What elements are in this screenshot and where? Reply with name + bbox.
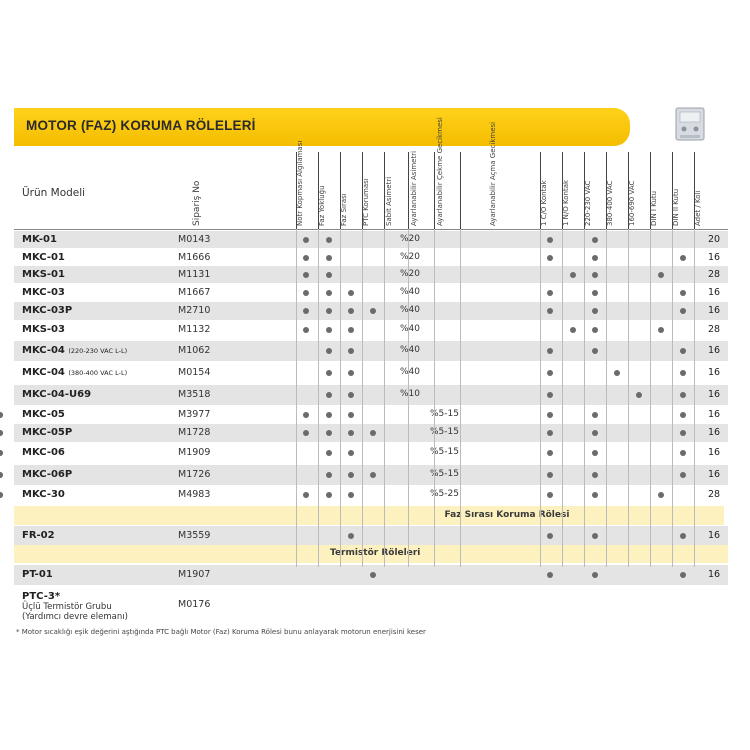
feature-dot	[348, 430, 354, 436]
table-row	[14, 321, 728, 339]
header-column-8	[540, 152, 562, 228]
row-order-code: M1062	[178, 345, 211, 356]
feature-dot	[303, 255, 309, 261]
feature-dot	[592, 450, 598, 456]
row-model	[22, 447, 65, 458]
header-order-no	[190, 152, 212, 228]
feature-dot	[326, 450, 332, 456]
feature-dot	[326, 327, 332, 333]
row-model	[22, 389, 91, 400]
relay-product-icon	[670, 104, 710, 144]
row-order-code: M1907	[178, 569, 211, 580]
header-divider	[14, 229, 728, 230]
feature-dot	[592, 327, 598, 333]
row-order-code: M0154	[178, 366, 211, 378]
header-column-5	[408, 152, 434, 228]
row-order-code: M3559	[178, 529, 211, 541]
table-row	[14, 486, 728, 504]
feature-dot	[370, 572, 376, 578]
column-divider	[460, 229, 461, 567]
row-model-name: MKC-04-U69	[22, 389, 92, 400]
header-column-4	[384, 152, 408, 228]
feature-dot	[326, 290, 332, 296]
feature-dot	[570, 272, 576, 278]
row-model	[22, 324, 65, 335]
feature-dot	[680, 370, 686, 376]
feature-dot	[614, 370, 620, 376]
column-divider	[340, 229, 341, 567]
row-model	[22, 345, 127, 356]
feature-dot	[303, 412, 309, 418]
row-model-name: MKC-04	[22, 366, 65, 378]
header-column-label: DIN I Kutu	[650, 190, 658, 226]
row-quantity: 28	[708, 324, 721, 335]
row-quantity: 16	[708, 409, 721, 420]
feature-dot	[348, 450, 354, 456]
feature-dot	[303, 290, 309, 296]
column-divider	[408, 229, 409, 567]
feature-dot	[547, 348, 553, 354]
header-column-6	[434, 117, 460, 228]
row-fixed-asymmetry: %20	[400, 251, 421, 262]
feature-dot	[680, 392, 686, 398]
header-column-12	[628, 152, 650, 228]
row-model	[22, 409, 65, 420]
row-quantity: 16	[708, 286, 721, 298]
row-model	[22, 234, 57, 245]
feature-dot	[326, 370, 332, 376]
row-order-code: M2710	[178, 305, 211, 316]
row-model-name: MKC-05P	[22, 427, 73, 438]
header-column-label: Sabit Asimetri	[385, 176, 393, 226]
feature-dot	[547, 430, 553, 436]
column-divider	[362, 229, 363, 567]
header-column-label: Adet / Koli	[694, 190, 702, 226]
ptc3-model: PTC-3*	[22, 591, 61, 602]
row-quantity: 16	[708, 251, 721, 263]
feature-dot	[348, 327, 354, 333]
header-column-divider	[672, 152, 673, 230]
feature-dot	[348, 290, 354, 296]
header-column-divider	[628, 152, 629, 230]
row-order-code: M1726	[178, 469, 211, 480]
table-row-fr02	[14, 526, 728, 545]
row-quantity: 16	[708, 345, 721, 356]
feature-dot	[326, 272, 332, 278]
footnote: * Motor sıcaklığı eşik değerini aştığında PTC bağlı Motor (Faz) Koruma Rölesi bunu anlayarak motorun enerjisini keser	[16, 628, 426, 636]
row-fixed-asymmetry: %10	[400, 389, 421, 399]
header-column-label: Ayarlanabilir Asimetri	[410, 150, 418, 226]
section-band	[14, 506, 290, 525]
page-title: MOTOR (FAZ) KORUMA RÖLELERİ	[26, 118, 256, 133]
row-model-name: MKC-03P	[22, 305, 73, 316]
header-column-11	[606, 152, 628, 228]
table-row	[14, 302, 728, 320]
header-column-label: Ayarlanabilir Açma Gecikmesi	[489, 121, 497, 226]
row-order-code: M1667	[178, 286, 211, 298]
table-row	[14, 465, 728, 485]
row-quantity: 16	[708, 366, 721, 378]
feature-dot	[680, 472, 686, 478]
feature-dot	[592, 308, 598, 314]
row-order-code: M1132	[178, 324, 211, 335]
row-model: PT-01	[22, 569, 53, 580]
header-column-label: 160-690 VAC	[628, 180, 636, 226]
feature-dot	[680, 430, 686, 436]
header-column-divider	[694, 152, 695, 230]
table-row	[14, 424, 728, 442]
feature-dot	[0, 450, 3, 456]
feature-dot	[636, 392, 642, 398]
header-column-15	[694, 152, 716, 228]
table-row	[14, 249, 728, 266]
feature-dot	[680, 572, 686, 578]
feature-dot	[326, 430, 332, 436]
feature-dot	[658, 272, 664, 278]
feature-dot	[348, 412, 354, 418]
feature-dot	[547, 412, 553, 418]
table-row	[14, 406, 728, 424]
row-fixed-asymmetry: %40	[400, 345, 421, 355]
feature-dot	[0, 430, 3, 436]
header-column-divider	[650, 152, 651, 230]
row-model	[22, 287, 65, 298]
row-quantity: 16	[708, 305, 721, 316]
column-divider	[694, 229, 695, 567]
row-quantity: 16	[708, 469, 721, 480]
table-row	[14, 385, 728, 405]
feature-dot	[303, 308, 309, 314]
feature-dot	[592, 492, 598, 498]
row-model-name: MK-01	[22, 233, 57, 245]
feature-dot	[303, 492, 309, 498]
feature-dot	[592, 533, 598, 539]
table-row-pt01	[14, 565, 728, 585]
column-divider	[318, 229, 319, 567]
header-column-label: DIN II Kutu	[672, 188, 680, 226]
row-model-name: MKC-06	[22, 446, 65, 458]
ptc3-code: M0176	[178, 599, 211, 610]
header-column-3	[362, 152, 384, 228]
feature-dot	[547, 290, 553, 296]
row-quantity: 16	[708, 427, 721, 438]
header-model: Ürün Modeli	[22, 187, 86, 199]
row-model	[22, 367, 127, 378]
section-thermistor-title: Termistör Röleleri	[330, 548, 421, 558]
header-column-2	[340, 152, 362, 228]
row-adjustable-asymmetry: %5-15	[430, 469, 459, 479]
row-adjustable-asymmetry: %5-25	[430, 489, 459, 499]
header-column-10	[584, 152, 606, 228]
feature-dot	[680, 412, 686, 418]
row-model-voltage: (220-230 VAC L-L)	[68, 347, 128, 355]
row-fixed-asymmetry: %40	[400, 286, 421, 297]
section-phase-sequence-title: Faz Sırası Koruma Rölesi	[444, 510, 570, 520]
feature-dot	[592, 290, 598, 296]
feature-dot	[680, 255, 686, 261]
column-divider	[540, 229, 541, 567]
header-column-divider	[540, 152, 541, 230]
header-column-label: Ayarlanabilir Çekme Gecikmesi	[436, 117, 444, 226]
feature-dot	[348, 370, 354, 376]
row-model-name: MKC-03	[22, 286, 65, 298]
feature-dot	[326, 412, 332, 418]
row-model-name: MKC-05	[22, 409, 65, 420]
column-divider	[650, 229, 651, 567]
feature-dot	[592, 348, 598, 354]
column-divider	[672, 229, 673, 567]
section-thermistor	[14, 545, 728, 563]
feature-dot	[592, 430, 598, 436]
row-model-name: MKS-01	[22, 268, 65, 280]
row-adjustable-asymmetry: %5-15	[430, 446, 459, 457]
header-column-divider	[584, 152, 585, 230]
feature-dot	[680, 308, 686, 314]
row-model-name: MKC-01	[22, 251, 65, 263]
feature-dot	[658, 327, 664, 333]
header-column-13	[650, 152, 672, 228]
header-column-divider	[318, 152, 319, 230]
row-order-code: M1131	[178, 268, 211, 280]
column-divider	[628, 229, 629, 567]
header-column-divider	[362, 152, 363, 230]
ptc3-desc-line1: Üçlü Termistör Grubu	[22, 602, 112, 612]
row-quantity: 16	[708, 389, 721, 400]
table-row	[14, 341, 728, 361]
feature-dot	[326, 308, 332, 314]
row-order-code: M1909	[178, 446, 211, 458]
feature-dot	[680, 533, 686, 539]
section-phase-sequence	[290, 506, 724, 525]
column-divider	[584, 229, 585, 567]
row-adjustable-asymmetry: %5-15	[430, 427, 459, 437]
table-row	[14, 231, 728, 248]
feature-dot	[326, 472, 332, 478]
header-column-divider	[384, 152, 385, 230]
ptc3-desc-line2: (Yardımcı devre elemanı)	[22, 612, 128, 622]
column-divider	[606, 229, 607, 567]
feature-dot	[0, 412, 3, 418]
header-column-0	[296, 140, 318, 228]
header-column-divider	[606, 152, 607, 230]
row-order-code: M0143	[178, 233, 211, 245]
header-column-label: Nötr Kopması Algılaması	[296, 140, 304, 226]
feature-dot	[348, 533, 354, 539]
header-column-label: 380-400 VAC	[606, 180, 614, 226]
feature-dot	[570, 327, 576, 333]
feature-dot	[303, 430, 309, 436]
feature-dot	[370, 430, 376, 436]
row-fixed-asymmetry: %20	[400, 233, 421, 244]
feature-dot	[370, 472, 376, 478]
row-model	[22, 489, 65, 500]
row-model: FR-02	[22, 529, 55, 541]
feature-dot	[592, 272, 598, 278]
feature-dot	[658, 492, 664, 498]
feature-dot	[547, 370, 553, 376]
header-column-1	[318, 152, 340, 228]
feature-dot	[592, 237, 598, 243]
header-column-label: Faz Yokluğu	[318, 185, 326, 226]
row-fixed-asymmetry: %40	[400, 366, 421, 377]
feature-dot	[348, 472, 354, 478]
header-column-divider	[340, 152, 341, 230]
header-column-divider	[562, 152, 563, 230]
header-column-9	[562, 152, 584, 228]
row-quantity: 28	[708, 268, 721, 280]
header-column-label: 220-230 VAC	[584, 180, 592, 226]
row-model	[22, 269, 65, 280]
feature-dot	[547, 392, 553, 398]
feature-dot	[303, 237, 309, 243]
table-row	[14, 362, 728, 383]
feature-dot	[326, 255, 332, 261]
feature-dot	[326, 348, 332, 354]
row-model-name: MKC-04	[22, 345, 65, 356]
column-divider	[296, 229, 297, 567]
table-row	[14, 266, 728, 283]
header-column-label: Faz Sırası	[340, 193, 348, 226]
feature-dot	[592, 472, 598, 478]
row-order-code: M1666	[178, 251, 211, 263]
table-row	[14, 284, 728, 301]
feature-dot	[547, 308, 553, 314]
row-order-code: M4983	[178, 489, 211, 500]
feature-dot	[0, 472, 3, 478]
feature-dot	[680, 348, 686, 354]
row-fixed-asymmetry: %20	[400, 268, 421, 279]
row-model-voltage: (380-400 VAC L-L)	[68, 368, 128, 377]
header-column-label: 1 N/O Kontak	[562, 179, 570, 226]
feature-dot	[592, 255, 598, 261]
header-order-no-label: Sipariş No	[192, 180, 202, 226]
feature-dot	[303, 327, 309, 333]
row-quantity: 20	[708, 233, 721, 245]
row-model-name: MKS-03	[22, 324, 65, 335]
row-model-name: MKC-30	[22, 489, 65, 500]
header-column-label: PTC Koruması	[362, 178, 370, 226]
header-column-divider	[296, 152, 297, 230]
row-model	[22, 305, 72, 316]
feature-dot	[326, 237, 332, 243]
feature-dot	[592, 412, 598, 418]
feature-dot	[547, 533, 553, 539]
feature-dot	[303, 272, 309, 278]
row-fixed-asymmetry: %40	[400, 324, 421, 334]
header-column-divider	[434, 152, 435, 230]
header-column-divider	[408, 152, 409, 230]
row-fixed-asymmetry: %40	[400, 305, 421, 315]
column-divider	[562, 229, 563, 567]
header-column-7	[460, 121, 540, 228]
row-model	[22, 469, 72, 480]
row-adjustable-asymmetry: %5-15	[430, 409, 459, 419]
feature-dot	[326, 492, 332, 498]
row-quantity: 16	[708, 446, 721, 458]
row-order-code: M3518	[178, 389, 211, 400]
feature-dot	[547, 492, 553, 498]
feature-dot	[547, 472, 553, 478]
feature-dot	[0, 492, 3, 498]
row-quantity: 16	[708, 529, 721, 541]
feature-dot	[326, 392, 332, 398]
table-row	[14, 442, 728, 463]
feature-dot	[348, 492, 354, 498]
feature-dot	[348, 308, 354, 314]
row-quantity: 28	[708, 489, 721, 500]
row-model	[22, 427, 72, 438]
feature-dot	[547, 450, 553, 456]
row-order-code: M3977	[178, 409, 211, 420]
header-column-divider	[460, 152, 461, 230]
header-column-label: 1 C/O Kontak	[540, 180, 548, 226]
row-model-name: MKC-06P	[22, 469, 73, 480]
feature-dot	[348, 392, 354, 398]
feature-dot	[680, 290, 686, 296]
feature-dot	[370, 308, 376, 314]
row-model	[22, 252, 65, 263]
feature-dot	[547, 255, 553, 261]
column-divider	[384, 229, 385, 567]
feature-dot	[592, 572, 598, 578]
header-column-14	[672, 152, 694, 228]
row-quantity: 16	[708, 569, 721, 580]
row-order-code: M1728	[178, 427, 211, 438]
feature-dot	[547, 572, 553, 578]
feature-dot	[547, 237, 553, 243]
feature-dot	[680, 450, 686, 456]
feature-dot	[348, 348, 354, 354]
column-divider	[434, 229, 435, 567]
ptc3-description	[22, 602, 128, 622]
